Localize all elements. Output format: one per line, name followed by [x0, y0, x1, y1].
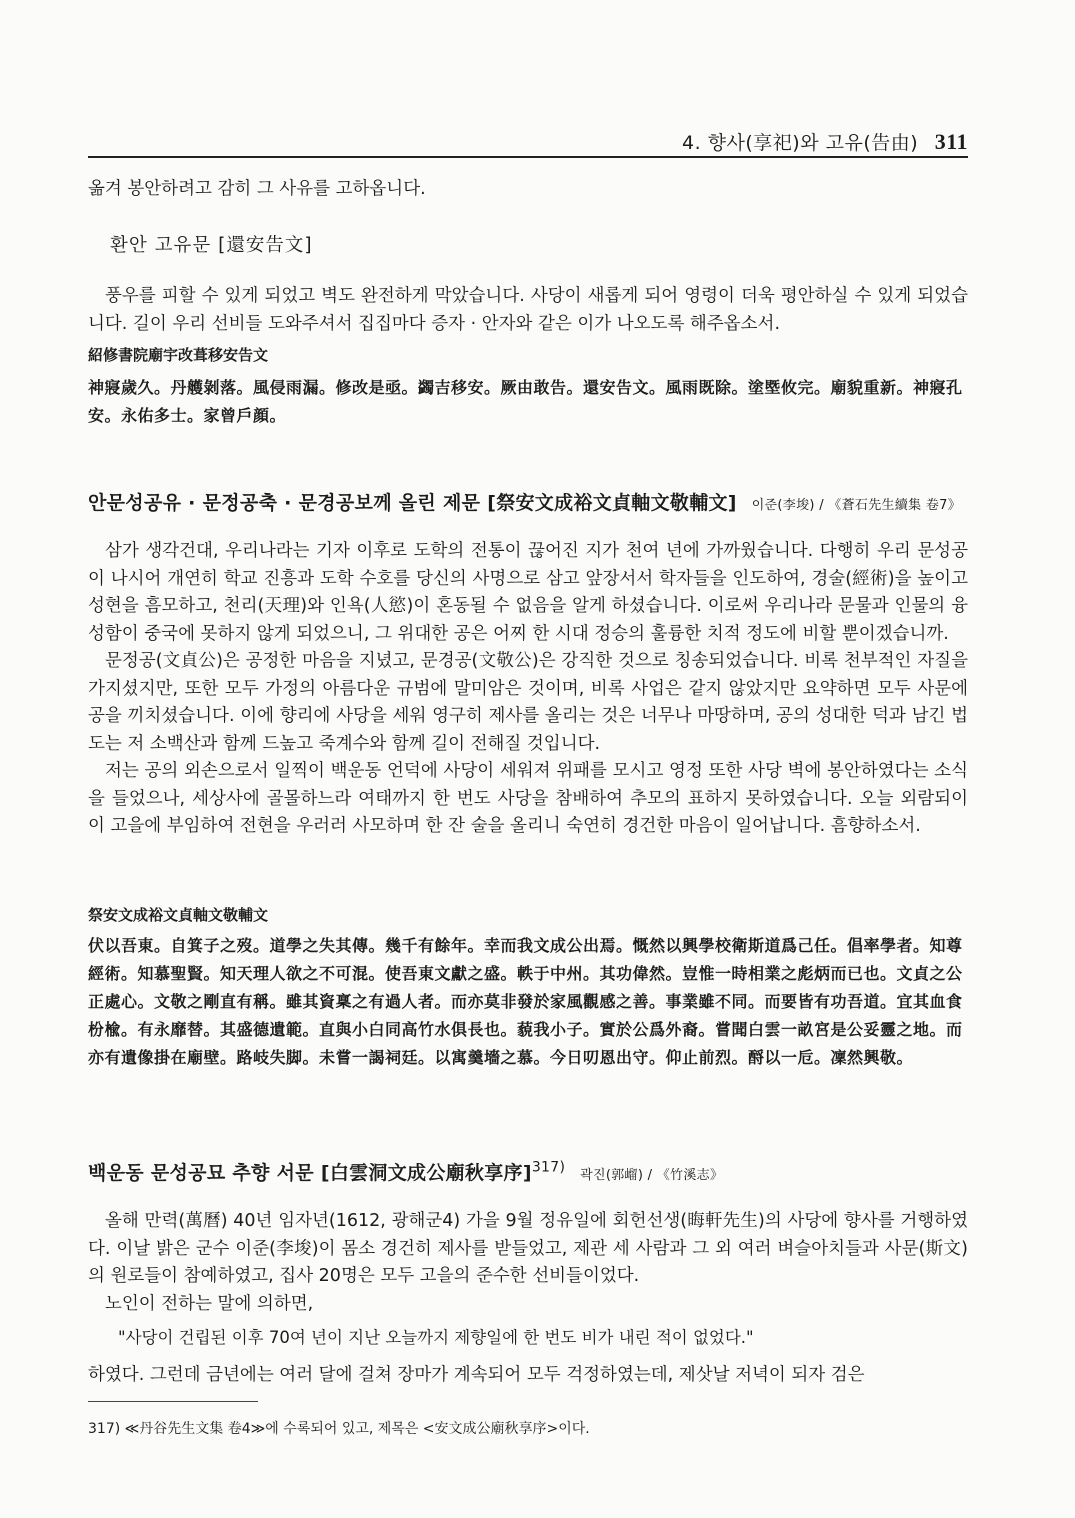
hwanan-body-block: [88, 283, 968, 338]
section2-quote-block: [88, 1324, 968, 1348]
section1-heading: [88, 488, 968, 515]
intro-line-block: [88, 176, 968, 204]
running-header: [88, 128, 968, 155]
section2-title: 백운동 문성공묘 추향 서문 [白雲洞文成公廟秋享序]: [88, 1162, 532, 1184]
section1-cn-body: 伏以吾東。自箕子之歿。道學之失其傳。幾千有餘年。幸而我文成公出焉。慨然以興學校衛斯道爲己任。倡率學者。知尊經術。知慕聖賢。知天理人欲之不可混。使吾東文獻之盛。軼于中州。其功偉然。豈惟一時相業之彪炳而已也。文貞之公正處心。文敬之剛直有稱。雖其資稟之有過人者。而亦莫非發於家風觀感之善。事業雖不同。而要皆有功吾道。宜其血食枌楡。有永靡替。其盛德遺範。直與小白同高竹水俱長也。藐我小子。實於公爲外裔。嘗聞白雲一畝宮是公妥靈之地。而亦有遺像掛在廟壁。路岐失脚。未嘗一謁祠廷。以寓羹墻之慕。今日叨恩出守。仰止前烈。酹以一卮。凜然興敬。: [88, 936, 963, 1067]
hwanan-cn-body-block: [88, 374, 968, 430]
section2-quote: "사당이 건립된 이후 70여 년이 지난 오늘까지 제향일에 한 번도 비가 내린 적이 없었다.": [118, 1328, 754, 1347]
section2-heading: [88, 1158, 968, 1185]
hwanan-cn-title: 紹修書院廟宇改葺移安告文: [88, 346, 269, 364]
section1-body: [88, 538, 968, 841]
section2-paragraph-2: 노인이 전하는 말에 의하면,: [105, 1293, 314, 1314]
header-rule: [88, 156, 968, 158]
section1-cn-title-block: [88, 904, 968, 925]
section2-last-line: 하였다. 그런데 금년에는 여러 달에 걸쳐 장마가 계속되어 모두 걱정하였는데, 제삿날 저녁이 되자 검은: [88, 1365, 865, 1385]
intro-line: 옮겨 봉안하려고 감히 그 사유를 고하옵니다.: [88, 179, 426, 199]
hwanan-cn-title-block: [88, 344, 968, 365]
section1-paragraph-2: 문정공(文貞公)은 공정한 마음을 지녔고, 문경공(文敬公)은 강직한 것으로 칭송되었습니다. 비록 천부적인 자질을 가지셨지만, 또한 모두 가정의 아름다운 규범에 말미암은 것이며, 비록 사업은 같지 않았지만 요약하면 모두 사문에 공을 끼치셨습니다. 이에 향리에 사당을 세워 영구히 제사를 올리는 것은 너무나 마땅하며, 공의 성대한 덕과 남긴 법도는 저 소백산과 함께 드높고 죽계수와 함께 길이 전해질 것입니다.: [88, 651, 968, 754]
section1-paragraph-1: 삼가 생각건대, 우리나라는 기자 이후로 도학의 전통이 끊어진 지가 천여 년에 가까웠습니다. 다행히 우리 문성공이 나시어 개연히 학교 진흥과 도학 수호를 당신의 사명으로 삼고 앞장서서 학자들을 인도하여, 경술(經術)을 높이고 성현을 흠모하고, 천리(天理)와 인욕(人慾)이 혼동될 수 없음을 알게 하셨습니다. 이로써 우리나라 문물과 인물의 융성함이 중국에 못하지 않게 되었으니, 그 위대한 공은 어찌 한 시대 정승의 훌륭한 치적 정도에 비할 뿐이겠습니까.: [88, 541, 968, 644]
section1-cn-body-block: [88, 932, 968, 1072]
section2-body: [88, 1208, 968, 1318]
section1-title-line: [88, 488, 968, 515]
page-number: 311: [934, 129, 968, 154]
section2-source: 곽진(郭嵧) / 《竹溪志》: [580, 1168, 724, 1183]
hwanan-title: 환안 고유문 [還安告文]: [110, 235, 313, 256]
section1-paragraph-3: 저는 공의 외손으로서 일찍이 백운동 언덕에 사당이 세워져 위패를 모시고 영정 또한 사당 벽에 봉안하였다는 소식을 들었으나, 세상사에 골몰하느라 여태까지 한 번도 사당을 참배하여 추모의 표하지 못하였습니다. 오늘 외람되이 이 고을에 부임하여 전현을 우러러 사모하며 한 잔 술을 올리니 숙연히 경건한 마음이 일어납니다. 흠향하소서.: [88, 761, 968, 836]
footnote-rule: [88, 1401, 258, 1402]
footnote-ref: 317): [531, 1159, 566, 1176]
section1-cn-title: 祭安文成裕文貞軸文敬輔文: [88, 906, 269, 924]
chapter-title: 4. 향사(享祀)와 고유(告由): [682, 132, 919, 154]
hwanan-cn-body: 神寢歲久。丹艧剝落。風侵雨漏。修改是亟。蠲吉移安。厥由敢告。還安告文。風雨既除。塗塈攸完。廟貌重新。神寢孔安。永佑多士。家曾戶顔。: [88, 378, 963, 425]
section1-title: 안문성공유 · 문정공축 · 문경공보께 올린 제문 [祭安文成裕文貞軸文敬輔文]: [88, 492, 737, 514]
section1-source: 이준(李埈) / 《蒼石先生續集 卷7》: [751, 498, 962, 513]
footnote: 317) ≪丹谷先生文集 卷4≫에 수록되어 있고, 제목은 <安文成公廟秋享序>이다.: [88, 1421, 590, 1437]
section2-paragraph-1: 올해 만력(萬曆) 40년 임자년(1612, 광해군4) 가을 9월 정유일에 회헌선생(晦軒先生)의 사당에 향사를 거행하였다. 이날 밝은 군수 이준(李埈)이 몸소 경건히 제사를 받들었고, 제관 세 사람과 그 외 여러 벼슬아치들과 사문(斯文)의 원로들이 참예하였고, 집사 20명은 모두 고을의 준수한 선비들이었다.: [88, 1211, 968, 1286]
hwanan-section: [88, 231, 968, 257]
section2-title-line: [88, 1158, 968, 1185]
hwanan-body: 풍우를 피할 수 있게 되었고 벽도 완전하게 막았습니다. 사당이 새롭게 되어 영령이 더욱 평안하실 수 있게 되었습니다. 길이 우리 선비들 도와주셔서 집집마다 증자 · 안자와 같은 이가 나오도록 해주옵소서.: [88, 286, 968, 334]
section2-last-line-block: [88, 1362, 968, 1390]
